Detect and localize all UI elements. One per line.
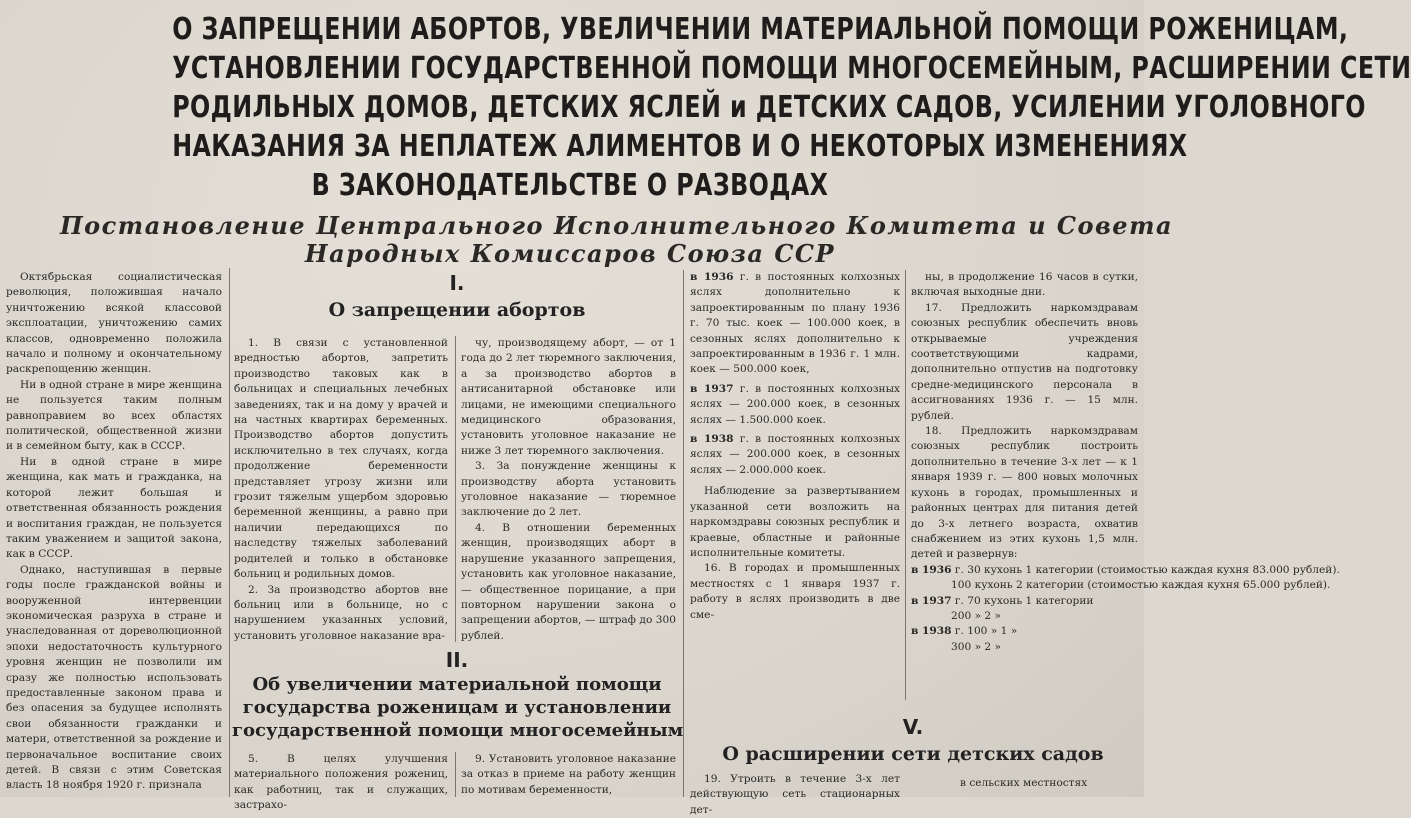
- paragraph: 18. Предложить наркомздравам союзных республик построить дополнительно в течение 3-х лет — к 1 января 1939 г. — 800 новых молочных кухонь в городах, промышленных и районных центрах для питания детей до 3-х летнего возраста, охватив снабжением из этих кухонь 1,5 млн. детей и развернув:: [911, 425, 1138, 561]
- list-item: [690, 382, 900, 428]
- section-title: О запрещении абортов: [328, 299, 586, 321]
- column-divider: [455, 336, 456, 642]
- list-item: [690, 270, 900, 378]
- paragraph: 16. В городах и промышленных местностях с 1 января 1937 г. работу в яслях производить в две сме-: [690, 562, 900, 621]
- column-divider: [229, 268, 230, 797]
- year-label: в 1938: [690, 433, 734, 446]
- column-divider: [905, 270, 906, 700]
- section-number: I.: [449, 271, 465, 295]
- list-item-text: 100 кухонь 2 категории (стоимостью каждая кухня 65.000 рублей).: [951, 579, 1331, 592]
- column-2a: [234, 336, 448, 642]
- paragraph: 9. Установить уголовное наказание за отказ в приеме на работу женщин по мотивам беременности,: [461, 753, 676, 796]
- column-4: [911, 270, 1340, 710]
- list-item: [690, 432, 900, 478]
- list-item: [911, 563, 1340, 578]
- section-number: II.: [445, 648, 469, 672]
- paragraph: 3. За понуждение женщины к производству аборта установить уголовное наказание — тюремное заключение до 2 лет.: [461, 460, 676, 519]
- paragraph: 19. Утроить в течение 3-х лет действующую сеть стационарных дет-: [690, 773, 900, 816]
- year-label: в 1937: [911, 594, 952, 607]
- list-item-text: г. в постоянных колхозных яслях — 200.000 коек, в сезонных яслях — 1.500.000 коек.: [690, 382, 900, 426]
- paragraph: ны, в продолжение 16 часов в сутки, включая выходные дни.: [911, 271, 1138, 299]
- section-title-line: государства роженицам и установлении: [242, 697, 672, 718]
- year-label: в 1938: [911, 625, 952, 638]
- section-title: [232, 673, 682, 742]
- column-2c: [234, 752, 448, 812]
- paragraph: 1. В связи с установленной вредностью абортов, запретить производство таковых как в больницах и специальных лечебных заведениях, так и на дому у врачей и на частных квартирах беременных. Производство абортов допустить исключительно в тех случаях, когда продолжение беременности представляет угрозу жизни или грозит тяжелым ущербом здоровью беременной женщины, а равно при наличии передающихся по наследству тяжелых заболеваний родителей и только в обстановке больниц и родильных домов.: [234, 337, 448, 581]
- list-item: [911, 640, 1138, 655]
- column-3: [690, 270, 900, 710]
- section-title-line: государственной помощи многосемейным: [232, 720, 684, 741]
- list-item: [911, 594, 1138, 609]
- paragraph: 17. Предложить наркомздравам союзных республик обеспечить вновь открываемые учреждения соответствующими кадрами, дополнительно отпустив на подготовку средне-медицинского персонала в ассигнованиях 1936 г. — 15 млн. рублей.: [911, 301, 1138, 422]
- paragraph: Ни в одной стране в мире женщина не пользуется таким полным равноправием во всех областях политической, общественной жизни и в семейном быту, как в СССР.: [6, 378, 222, 453]
- paragraph: Наблюдение за развертыванием указанной сети возложить на наркомздравы союзных республик и краевые, областные и районные исполнительные комитеты.: [690, 485, 900, 559]
- year-label: в 1936: [690, 271, 734, 283]
- section-title: О расширении сети детских садов: [722, 743, 1104, 765]
- column-3b: [690, 772, 900, 816]
- paragraph: 5. В целях улучшения материального положения рожениц, как работниц, так и служащих, застрахо-: [234, 753, 448, 812]
- column-divider: [455, 752, 456, 797]
- list-item-text: г. 30 кухонь 1 категории (стоимостью каждая кухня 83.000 рублей).: [954, 563, 1340, 576]
- list-item: [911, 624, 1138, 639]
- headline: [172, 10, 1411, 205]
- paragraph: 2. За производство абортов вне больниц или в больнице, но с нарушением указанных условий, установить уголовное наказание вра-: [234, 583, 448, 642]
- headline-line: О ЗАПРЕЩЕНИИ АБОРТОВ, УВЕЛИЧЕНИИ МАТЕРИАЛЬНОЙ ПОМОЩИ РОЖЕНИЦАМ,: [172, 12, 1349, 47]
- list-item-text: г. в постоянных колхозных яслях — 200.000 коек, в сезонных яслях — 2.000.000 коек.: [690, 433, 900, 476]
- list-item-text: г. в постоянных колхозных яслях дополнительно к запроектированным по плану 1936 г. 70 тыс. коек — 100.000 коек, в сезонных яслях дополнительно к запроектированным в 1936 г. 1 млн. коек — 500.000 коек,: [690, 271, 900, 376]
- subtitle-line: Народных Комиссаров Союза ССР: [304, 239, 836, 268]
- paragraph: Ни в одной стране в мире женщина, как мать и гражданка, на которой лежит большая и ответственная обязанность рождения и воспитания граждан, не пользуется таким уважением и защитой закона, как в СССР.: [6, 455, 222, 561]
- section-number: V.: [902, 715, 924, 739]
- column-divider: [683, 270, 684, 797]
- list-item-text: г. 70 кухонь 1 категории: [954, 594, 1094, 607]
- column-1: [6, 270, 222, 797]
- year-label: в 1937: [690, 382, 734, 395]
- headline-line: УСТАНОВЛЕНИИ ГОСУДАРСТВЕННОЙ ПОМОЩИ МНОГОСЕМЕЙНЫМ, РАСШИРЕНИИ СЕТИ: [172, 51, 1411, 86]
- subtitle: [60, 211, 1174, 268]
- list-item-text: 300 » 2 »: [951, 640, 1002, 653]
- paragraph: в сельских местностях: [960, 777, 1088, 789]
- column-2d: [461, 752, 676, 797]
- list-item: [911, 609, 1138, 624]
- paragraph: чу, производящему аборт, — от 1 года до 2 лет тюремного заключения, а за производство абортов в антисанитарной обстановке или лицами, не имеющими специального медицинского образования, установить уголовное наказание не ниже 3 лет тюремного заключения.: [461, 337, 676, 457]
- subtitle-line: Постановление Центрального Исполнительного Комитета и Совета: [60, 211, 1174, 240]
- year-label: в 1936: [911, 563, 952, 576]
- list-item: [911, 578, 1331, 593]
- section-title-line: Об увеличении материальной помощи: [252, 674, 662, 695]
- paragraph: Однако, наступившая в первые годы после гражданской войны и вооруженной интервенции экономическая разруха в стране и унаследованная от дореволюционной эпохи недостаточность культурного уровня женщин не позволили им сразу же полностью использовать предоставленные законом права и без опасения за будущее исполнять свои обязанности гражданки и матери, ответственной за рождение и первоначальное воспитание своих детей. В связи с этим Советская власть 18 ноября 1920 г. признала: [6, 563, 222, 792]
- headline-line: НАКАЗАНИЯ ЗА НЕПЛАТЕЖ АЛИМЕНТОВ И О НЕКОТОРЫХ ИЗМЕНЕНИЯХ: [172, 129, 1188, 164]
- column-2b: [461, 336, 676, 642]
- headline-line: РОДИЛЬНЫХ ДОМОВ, ДЕТСКИХ ЯСЛЕЙ и ДЕТСКИХ САДОВ, УСИЛЕНИИ УГОЛОВНОГО: [172, 90, 1366, 125]
- headline-line: В ЗАКОНОДАТЕЛЬСТВЕ О РАЗВОДАХ: [311, 168, 829, 203]
- list-item-text: 200 » 2 »: [951, 609, 1002, 622]
- column-4b: [960, 776, 1140, 797]
- paragraph: Октябрьская социалистическая революция, положившая начало уничтожению всякой классовой эксплоатации, уничтожению самих классов, одновременно положила начало и полному и окончательному раскрепощению женщин.: [6, 271, 222, 376]
- paragraph: 4. В отношении беременных женщин, производящих аборт в нарушение указанного запрещения, установить как уголовное наказание,— общественное порицание, а при повторном нарушении закона о запрещении абортов, — штраф до 300 рублей.: [461, 521, 676, 642]
- list-item-text: г. 100 » 1 »: [954, 625, 1018, 638]
